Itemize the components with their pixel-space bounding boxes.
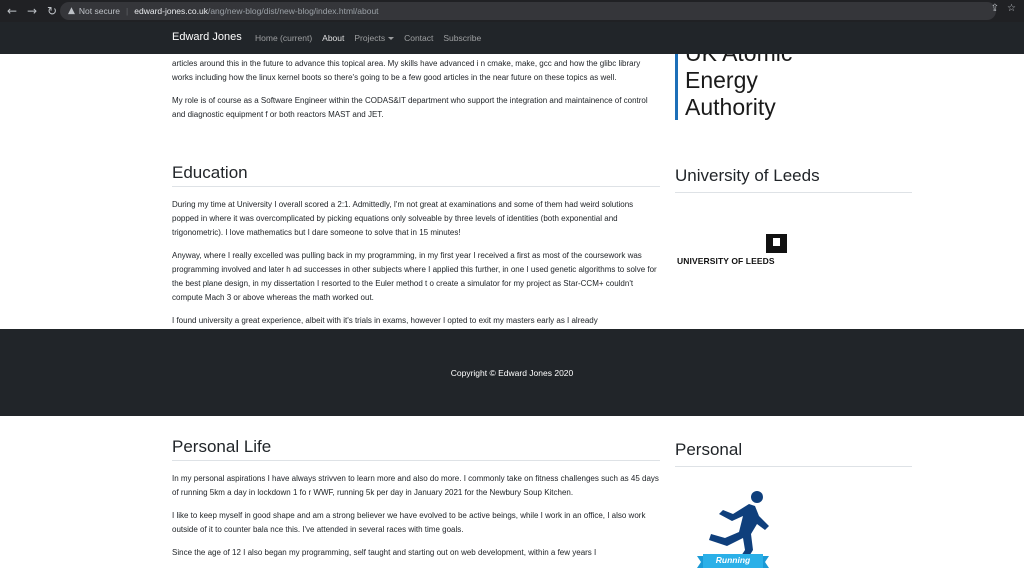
ukaea-logo-text: Energy Authority: [685, 67, 776, 120]
navbar-links: [255, 33, 481, 43]
university-of-leeds-logo: [677, 234, 789, 274]
nav-projects-dropdown[interactable]: Projects: [354, 33, 394, 43]
education-heading: Education: [172, 166, 660, 187]
education-column: [172, 163, 660, 337]
address-bar[interactable]: [60, 2, 996, 20]
page-footer: [0, 329, 1024, 416]
share-icon[interactable]: ⇪: [990, 3, 1000, 14]
education-paragraph-2: Anyway, where I really excelled was pulling back in my programming, in my first year I received a first as most of the coursework was programming involved and later h ad successes in other subjects where I applied this further, in one I used genetic algorithms to solve for the best plane design, in my dissertation I resorted to the Euler method t o create a simulator for my project as Star-CCM+ couldn't compute Mach 3 or above whereas the math worked out.: [172, 251, 657, 302]
nav-subscribe[interactable]: Subscribe: [443, 33, 482, 43]
footer-copyright: Copyright © Edward Jones 2020: [450, 368, 574, 378]
education-paragraph-3: I found university a great experience, albeit with it's trials in exams, however I opted to exit my masters early as I already: [172, 316, 598, 325]
running-badge-label: Running: [715, 555, 751, 565]
caret-down-icon: [388, 37, 394, 40]
work-text: [172, 43, 660, 131]
personal-side: [675, 440, 912, 467]
security-label: Not secure: [78, 6, 121, 16]
nav-home[interactable]: Home (current): [255, 33, 313, 43]
work-section: [0, 54, 1024, 329]
url-host: edward-jones.co.uk: [134, 6, 208, 16]
browser-toolbar: [0, 0, 1024, 22]
site-navbar: [0, 22, 1024, 54]
personal-paragraph-1: In my personal aspirations I have always strivven to learn more and also do more. I commonly take on fitness challenges such as 45 days of running 5km a day in lockdown 1 fo r WWF, running 5k per day in January 2021 for the Newbury Soup Kitchen.: [172, 474, 659, 497]
nav-about[interactable]: About: [322, 33, 345, 43]
url-separator: |: [126, 6, 129, 16]
personal-column: [172, 437, 660, 569]
navbar-brand[interactable]: Edward Jones: [172, 31, 242, 43]
personal-section: [0, 416, 1024, 584]
education-paragraph-1: During my time at University I overall scored a 2:1. Admittedly, I'm not great at examinations and some of them had weird solutions popped in where it was overcomplicated by picking equations only solveable by three levels of identities (both exponential and trigonometric). I love mathematics but I dare someone to solve that in 15 minutes!: [172, 200, 634, 237]
warning-icon: ▲: [68, 6, 75, 16]
personal-paragraph-3: Since the age of 12 I also began my programming, self taught and starting out on web development, within a few years I: [172, 548, 597, 557]
reload-icon[interactable]: ↻: [46, 4, 58, 18]
leeds-logo-text: UNIVERSITY OF LEEDS: [677, 256, 775, 266]
education-side: [675, 166, 912, 193]
personal-heading: Personal: [675, 440, 912, 467]
personal-life-heading: Personal Life: [172, 440, 660, 461]
work-para1-rest: articles around this in the future to advance this topical area. My skills have advanced i n cmake, make, gcc and how the glibc library works including how the linux kernel boots so there's going to be a few good articles in the near future on these topics as well.: [172, 59, 641, 82]
back-icon[interactable]: ←: [6, 4, 18, 18]
work-paragraph-2: My role is of course as a Software Engineer within the CODAS&IT department who support the integration and maintainence of control and diagnostic equipment f or both reactors MAST and JET.: [172, 96, 648, 119]
forward-icon[interactable]: →: [26, 4, 38, 18]
url-path: /ang/new-blog/dist/new-blog/index.html/about: [207, 6, 379, 16]
bookmark-star-icon[interactable]: ☆: [1007, 3, 1016, 14]
university-heading: University of Leeds: [675, 166, 912, 193]
nav-contact[interactable]: Contact: [404, 33, 434, 43]
personal-paragraph-2: I like to keep myself in good shape and am a strong believer we have evolved to be active beings, while I work in an office, I also work outside of it to counter bala nce this. I've attended in several races with time goals.: [172, 511, 646, 534]
